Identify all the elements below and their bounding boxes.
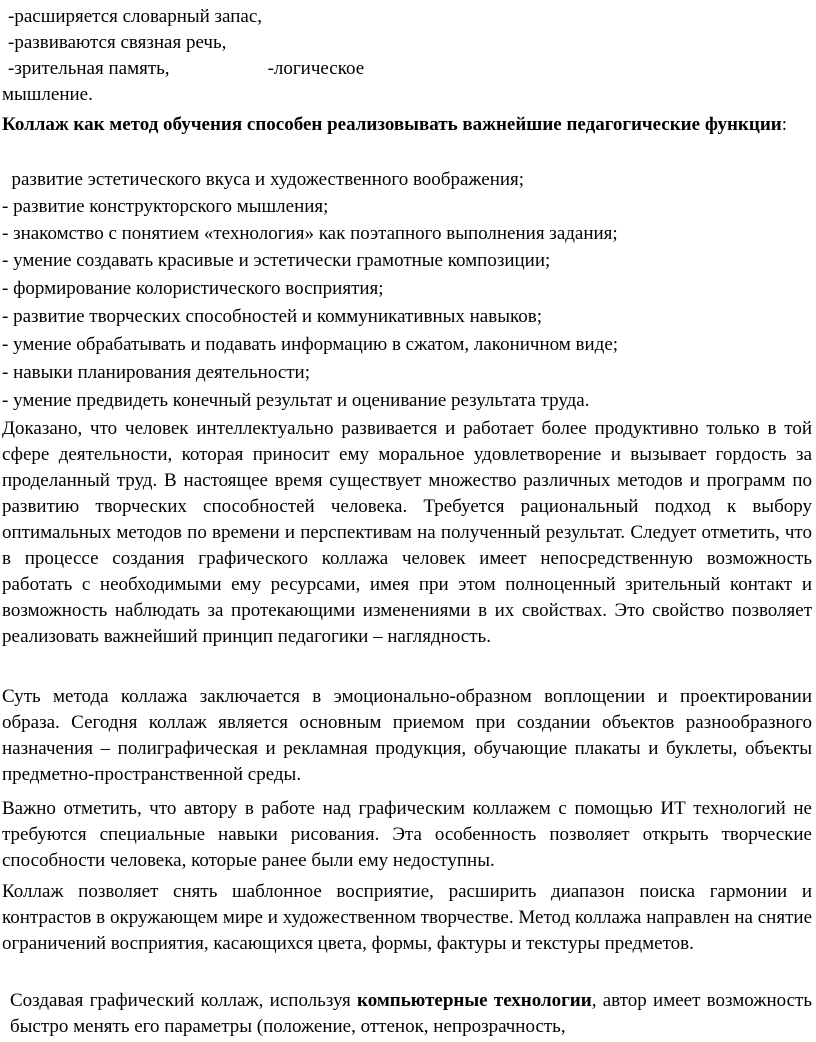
body-paragraph: Доказано, что человек интеллектуально развивается и работает более продуктивно только в той сфере деятельности, которая приносит ему моральное удовлетворение и вызывает гордость за проделанный труд. В настоящее время существует множество различных методов и программ по развитию творческих способностей человека. Требуется рациональный подход к выбору оптимальных методов по времени и перспективам на полученный результат. Следует отметить, что в процессе создания графического коллажа человек имеет непосредственную возможность работать с необходимыми ему ресурсами, имея при этом полноценный зрительный контакт и возможность наблюдать за протекающими изменениями в их свойствах. Это свойство позволяет реализовать важнейший принцип педагогики – наглядность. [2,418,812,647]
paragraph-text: , автор имеет возможность быстро менять его параметры (положение, оттенок, непрозрачность, [10,990,812,1037]
body-paragraph [10,988,812,1040]
function-list-item: - умение создавать красивые и эстетически грамотные композиции; [2,250,551,271]
body-paragraph: Коллаж позволяет снять шаблонное восприятие, расширить диапазон поиска гармонии и контрастов в окружающем мире и художественном творчестве. Метод коллажа направлен на снятие ограничений восприятия, касающихся цвета, формы, фактуры и текстуры предметов. [2,881,812,954]
intro-list-item: мышление. [2,84,93,105]
intro-list-item [8,56,364,82]
paragraph-text: Создавая графический коллаж, используя [10,990,358,1011]
function-list-item: - умение предвидеть конечный результат и оценивание результата труда. [2,390,590,411]
intro-list-item: -расширяется словарный запас, [8,6,263,27]
function-list-item: - навыки планирования деятельности; [2,362,311,383]
heading-bold-text: Коллаж как метод обучения способен реализовывать важнейшие педагогические функции [2,114,782,135]
function-list-item: - формирование колористического восприятия; [2,278,384,299]
function-list-item: - умение обрабатывать и подавать информацию в сжатом, лаконичном виде; [2,334,619,355]
paragraph-bold-text: компьютерные технологии [357,990,592,1011]
intro-list-text: -логическое [267,58,365,79]
function-list-item: - знакомство с понятием «технология» как поэтапного выполнения задания; [2,223,618,244]
body-paragraph: Важно отметить, что автору в работе над графическим коллажем с помощью ИТ технологий не требуются специальные навыки рисования. Эта особенность позволяет открыть творческие способности человека, которые ранее были ему недоступны. [2,798,812,871]
function-list-item: развитие эстетического вкуса и художественного воображения; [2,169,525,190]
function-list-item: - развитие творческих способностей и коммуникативных навыков; [2,306,542,327]
section-heading [2,112,812,138]
function-list-item: - развитие конструкторского мышления; [2,196,329,217]
intro-list-text: -зрительная память, [8,58,170,79]
heading-colon: : [781,114,788,135]
intro-list-item: -развиваются связная речь, [8,32,227,53]
body-paragraph: Суть метода коллажа заключается в эмоционально-образном воплощении и проектировании образа. Сегодня коллаж является основным приемом при создании объектов разнообразного назначения – полиграфическая и рекламная продукция, обучающие плакаты и буклеты, объекты предметно-пространственной среды. [2,686,812,785]
